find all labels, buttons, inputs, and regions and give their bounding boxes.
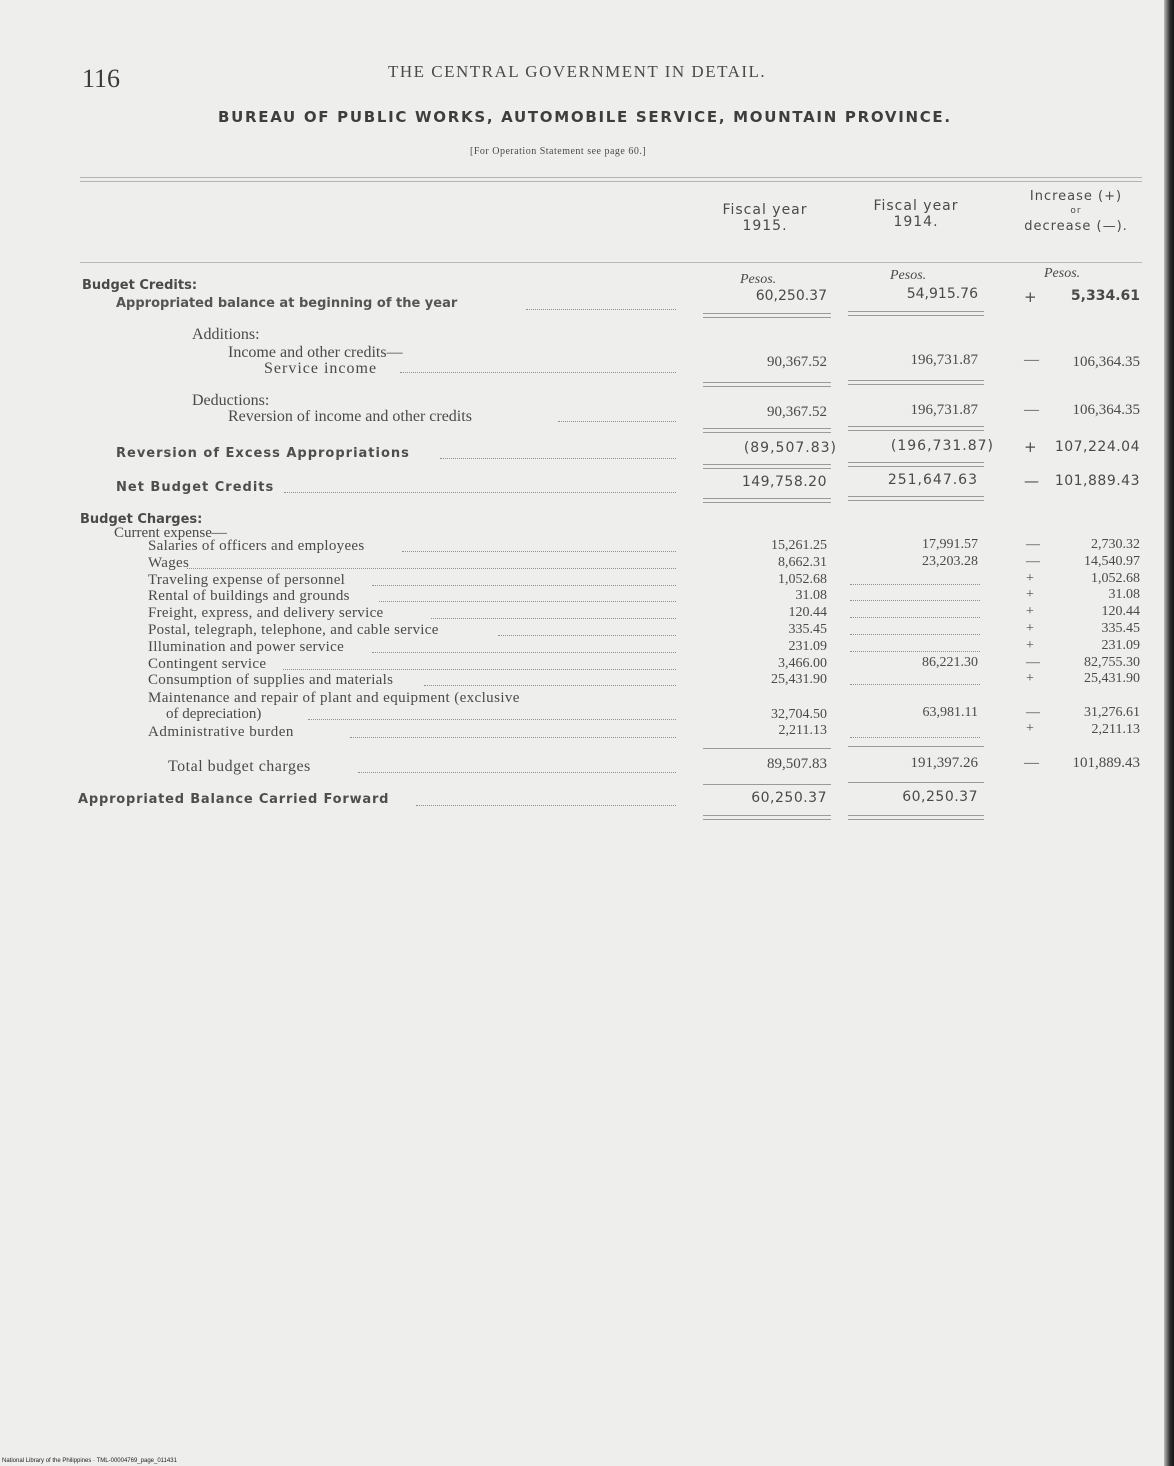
charge-fy1914: 23,203.28 [922, 554, 978, 569]
charge-change: 25,431.90 [1084, 671, 1140, 686]
charge-fy1915: 31.08 [795, 588, 827, 603]
charge-sign: + [1026, 587, 1034, 602]
header-rule [80, 262, 1142, 263]
leader-dots [498, 635, 676, 636]
reversion-income-fy1915: 90,367.52 [767, 404, 827, 420]
rule [848, 315, 984, 316]
appropriated-balance-fy1915: 60,250.37 [755, 288, 827, 304]
charge-label: Illumination and power service [148, 639, 345, 655]
rule [848, 819, 984, 820]
carried-forward-label: Appropriated Balance Carried Forward [78, 792, 390, 807]
reversion-excess-fy1915: (89,507.83) [743, 440, 837, 456]
charge-label: Wages [148, 555, 190, 571]
footer-attribution: National Library of the Philippines · TML-00004769_page_011431 [2, 1458, 177, 1464]
charge-change: 1,052.68 [1091, 571, 1140, 586]
rule [848, 466, 984, 467]
leader-dots [440, 458, 676, 459]
appropriated-balance-fy1914: 54,915.76 [906, 286, 978, 302]
page-title: BUREAU OF PUBLIC WORKS, AUTOMOBILE SERVICE, MOUNTAIN PROVINCE. [218, 108, 952, 126]
rule [848, 426, 984, 427]
column-header-fy1915: Fiscal year 1915. [722, 202, 808, 234]
charge-fy1915: 231.09 [788, 639, 827, 654]
charge-change: 82,755.30 [1084, 655, 1140, 670]
maintenance-label: of depreciation) [166, 706, 262, 722]
charge-sign: + [1026, 621, 1034, 636]
administrative-fy1915: 2,211.13 [778, 723, 827, 738]
leader-dots [558, 421, 676, 422]
leader-dots [283, 669, 676, 670]
charge-change: 231.09 [1101, 638, 1140, 653]
service-income-change: 106,364.35 [1072, 354, 1140, 370]
charge-label: Traveling expense of personnel [148, 572, 346, 588]
administrative-change: 2,211.13 [1091, 722, 1140, 737]
rule [703, 382, 831, 383]
reversion-excess-label: Reversion of Excess Appropriations [116, 446, 410, 461]
carried-forward-fy1915: 60,250.37 [751, 790, 827, 806]
rule [848, 815, 984, 816]
net-budget-credits-label: Net Budget Credits [116, 480, 275, 495]
charge-change: 31.08 [1108, 587, 1140, 602]
rule [848, 462, 984, 463]
reversion-excess-change: 107,224.04 [1054, 439, 1140, 455]
leader-dots [402, 551, 676, 552]
reversion-excess-sign: + [1024, 438, 1037, 456]
rule [703, 386, 831, 387]
service-income-fy1914: 196,731.87 [910, 352, 978, 368]
page-number: 116 [82, 64, 121, 93]
service-income-label: Service income [264, 360, 378, 377]
rule [848, 384, 984, 385]
reversion-income-label: Reversion of income and other credits [228, 408, 472, 425]
charge-fy1915: 25,431.90 [771, 672, 827, 687]
rule [703, 428, 831, 429]
leader-dots [431, 618, 676, 619]
appropriated-balance-label: Appropriated balance at beginning of the year [116, 296, 458, 311]
running-head: THE CENTRAL GOVERNMENT IN DETAIL. [388, 62, 767, 81]
rule [703, 468, 831, 469]
service-income-sign: — [1024, 352, 1039, 368]
administrative-label: Administrative burden [148, 724, 294, 740]
leader-dots [308, 719, 676, 720]
maintenance-sign: — [1026, 705, 1040, 720]
charge-label: Salaries of officers and employees [148, 538, 365, 554]
net-budget-credits-fy1915: 149,758.20 [741, 474, 827, 490]
rule [848, 500, 984, 501]
total-budget-charges-fy1914: 191,397.26 [910, 755, 978, 771]
total-budget-charges-change: 101,889.43 [1072, 755, 1140, 771]
leader-dots [400, 372, 676, 373]
budget-credits-heading: Budget Credits: [82, 278, 198, 293]
current-expense-heading: Current expense— [114, 525, 227, 541]
rule [848, 746, 984, 747]
charge-sign: + [1026, 571, 1034, 586]
total-budget-charges-sign: — [1024, 755, 1039, 771]
appropriated-balance-change: 5,334.61 [1070, 288, 1140, 304]
leader-dots [350, 737, 676, 738]
charge-sign: — [1026, 554, 1040, 569]
column-header-fy1914: Fiscal year 1914. [873, 198, 959, 230]
top-rule-double [80, 181, 1142, 182]
reversion-excess-fy1914: (196,731.87) [890, 438, 994, 454]
charge-sign: + [1026, 671, 1034, 686]
rule [703, 502, 831, 503]
net-budget-credits-fy1914: 251,647.63 [887, 472, 978, 488]
charge-fy1915: 335.45 [788, 622, 827, 637]
total-budget-charges-label: Total budget charges [168, 758, 311, 775]
income-heading: Income and other credits— [228, 344, 403, 361]
unit-change: Pesos. [1044, 266, 1081, 281]
net-budget-credits-sign: — [1024, 472, 1039, 490]
charge-label: Contingent service [148, 656, 267, 672]
charge-change: 120.44 [1101, 604, 1140, 619]
budget-charges-heading: Budget Charges: [80, 512, 203, 527]
rule [703, 313, 831, 314]
maintenance-change: 31,276.61 [1084, 705, 1140, 720]
appropriated-balance-sign: + [1024, 288, 1037, 306]
rule [703, 317, 831, 318]
leader-dots [526, 309, 676, 310]
rule [703, 432, 831, 433]
leader-dots [379, 601, 676, 602]
rule [703, 815, 831, 816]
charge-fy1915: 8,662.31 [778, 555, 827, 570]
charge-label: Rental of buildings and grounds [148, 588, 350, 604]
charge-sign: + [1026, 604, 1034, 619]
empty-cell-dots [850, 684, 980, 685]
maintenance-fy1915: 32,704.50 [771, 707, 827, 722]
additions-heading: Additions: [192, 326, 260, 343]
rule [703, 498, 831, 499]
empty-cell-dots [850, 584, 980, 585]
rule [848, 311, 984, 312]
rule [848, 496, 984, 497]
charge-sign: + [1026, 638, 1034, 653]
maintenance-label-line1: Maintenance and repair of plant and equipment (exclusive [148, 690, 520, 706]
empty-cell-dots [850, 651, 980, 652]
rule [848, 782, 984, 783]
charge-fy1915: 3,466.00 [778, 656, 827, 671]
charge-fy1915: 15,261.25 [771, 538, 827, 553]
charge-fy1914: 17,991.57 [922, 537, 978, 552]
rule [703, 464, 831, 465]
charge-sign: — [1026, 537, 1040, 552]
charge-fy1915: 1,052.68 [778, 572, 827, 587]
reversion-income-change: 106,364.35 [1072, 402, 1140, 418]
charge-fy1914: 86,221.30 [922, 655, 978, 670]
total-budget-charges-fy1915: 89,507.83 [767, 756, 827, 772]
unit-fy1915: Pesos. [740, 272, 777, 287]
reversion-income-fy1914: 196,731.87 [910, 402, 978, 418]
unit-fy1914: Pesos. [890, 268, 927, 283]
carried-forward-fy1914: 60,250.37 [902, 789, 978, 805]
rule [703, 819, 831, 820]
administrative-sign: + [1026, 721, 1034, 736]
rule [848, 380, 984, 381]
charge-fy1915: 120.44 [788, 605, 827, 620]
charge-change: 14,540.97 [1084, 554, 1140, 569]
leader-dots [850, 737, 980, 738]
leader-dots [424, 685, 676, 686]
charge-label: Freight, express, and delivery service [148, 605, 384, 621]
rule [703, 784, 831, 785]
deductions-heading: Deductions: [192, 392, 270, 409]
leader-dots [372, 652, 676, 653]
empty-cell-dots [850, 600, 980, 601]
leader-dots [372, 585, 676, 586]
reversion-income-sign: — [1024, 402, 1039, 418]
empty-cell-dots [850, 617, 980, 618]
charge-change: 2,730.32 [1091, 537, 1140, 552]
charge-sign: — [1026, 655, 1040, 670]
operation-statement-note: [For Operation Statement see page 60.] [470, 146, 647, 157]
maintenance-fy1914: 63,981.11 [922, 705, 978, 720]
column-header-change: Increase (+) or decrease (—). [1024, 189, 1128, 234]
charge-label: Consumption of supplies and materials [148, 672, 394, 688]
leader-dots [187, 568, 676, 569]
top-rule [80, 177, 1142, 178]
empty-cell-dots [850, 634, 980, 635]
leader-dots [416, 805, 676, 806]
rule [848, 430, 984, 431]
leader-dots [284, 492, 676, 493]
leader-dots [358, 772, 676, 773]
service-income-fy1915: 90,367.52 [767, 354, 827, 370]
page-edge-shadow [1164, 0, 1174, 1466]
charge-change: 335.45 [1101, 621, 1140, 636]
net-budget-credits-change: 101,889.43 [1054, 473, 1140, 489]
rule [703, 748, 831, 749]
charge-label: Postal, telegraph, telephone, and cable service [148, 622, 439, 638]
